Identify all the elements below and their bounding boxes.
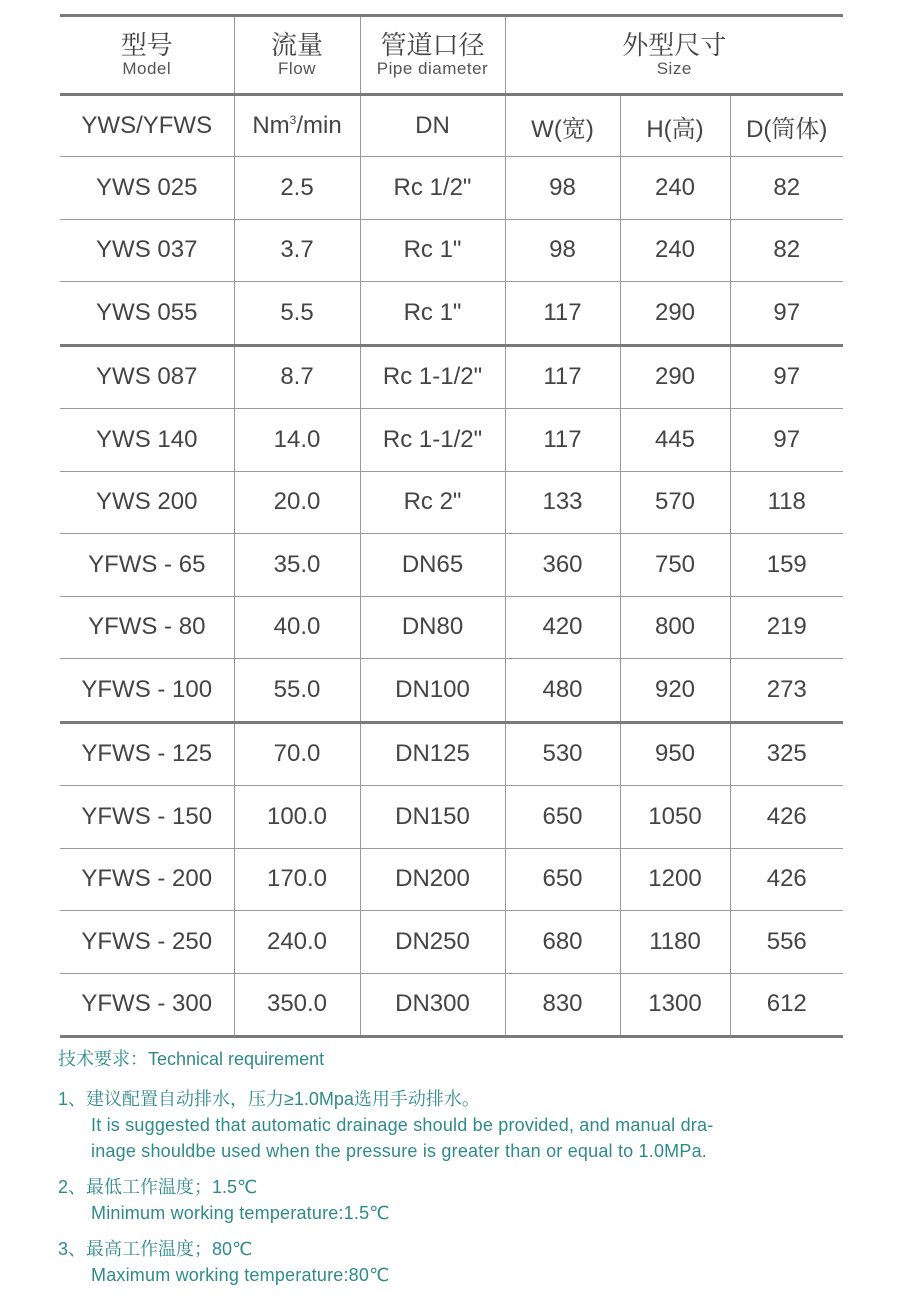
unit-height: H(高) — [620, 95, 730, 157]
header-size — [505, 16, 843, 95]
header-pipe-diameter — [360, 16, 505, 95]
table-row — [60, 471, 843, 534]
cell-depth: 273 — [730, 659, 843, 723]
cell-flow: 170.0 — [234, 848, 360, 911]
cell-pipe-diameter: DN65 — [360, 534, 505, 597]
note-item-zh: 2、最低工作温度；1.5℃ — [58, 1177, 258, 1197]
cell-width: 133 — [505, 471, 620, 534]
technical-notes — [58, 1046, 858, 1298]
unit-diameter: DN — [360, 95, 505, 157]
cell-width: 117 — [505, 282, 620, 346]
units-row — [60, 95, 843, 157]
cell-model: YWS 055 — [60, 282, 234, 346]
table-row — [60, 219, 843, 282]
spec-table — [60, 14, 843, 1038]
cell-depth: 219 — [730, 596, 843, 659]
cell-height: 950 — [620, 722, 730, 786]
cell-model: YWS 140 — [60, 409, 234, 472]
cell-pipe-diameter: Rc 1" — [360, 282, 505, 346]
header-model — [60, 16, 234, 95]
cell-model: YFWS - 250 — [60, 911, 234, 974]
cell-depth: 159 — [730, 534, 843, 597]
cell-pipe-diameter: DN300 — [360, 973, 505, 1037]
cell-height: 750 — [620, 534, 730, 597]
header-flow-en: Flow — [278, 59, 316, 78]
note-item-zh: 1、建议配置自动排水，压力≥1.0Mpa选用手动排水。 — [58, 1089, 480, 1109]
table-row — [60, 786, 843, 849]
header-size-zh: 外型尺寸 — [622, 30, 727, 60]
cell-pipe-diameter: Rc 2" — [360, 471, 505, 534]
cell-depth: 97 — [730, 409, 843, 472]
cell-model: YFWS - 200 — [60, 848, 234, 911]
note-item-en: Minimum working temperature:1.5℃ — [91, 1203, 390, 1223]
cell-flow: 3.7 — [234, 219, 360, 282]
table-row — [60, 534, 843, 597]
unit-flow-tail: /min — [296, 112, 342, 139]
cell-depth: 97 — [730, 282, 843, 346]
table-row — [60, 911, 843, 974]
table-row — [60, 659, 843, 723]
cell-pipe-diameter: DN100 — [360, 659, 505, 723]
cell-width: 98 — [505, 157, 620, 220]
note-item-en: inage shouldbe used when the pressure is greater than or equal to 1.0MPa. — [91, 1141, 707, 1161]
cell-pipe-diameter: DN150 — [360, 786, 505, 849]
table-row — [60, 973, 843, 1037]
note-item — [58, 1174, 858, 1226]
table-row — [60, 282, 843, 346]
cell-width: 117 — [505, 409, 620, 472]
cell-model: YFWS - 100 — [60, 659, 234, 723]
unit-flow — [234, 95, 360, 157]
cell-flow: 350.0 — [234, 973, 360, 1037]
cell-width: 117 — [505, 345, 620, 409]
cell-depth: 426 — [730, 786, 843, 849]
cell-pipe-diameter: DN125 — [360, 722, 505, 786]
cell-height: 570 — [620, 471, 730, 534]
cell-depth: 82 — [730, 219, 843, 282]
table-row — [60, 596, 843, 659]
unit-flow-sup: 3 — [289, 113, 297, 127]
cell-pipe-diameter: Rc 1/2" — [360, 157, 505, 220]
cell-height: 290 — [620, 345, 730, 409]
cell-flow: 5.5 — [234, 282, 360, 346]
note-item — [58, 1236, 858, 1288]
cell-width: 530 — [505, 722, 620, 786]
cell-width: 830 — [505, 973, 620, 1037]
header-model-en: Model — [122, 59, 172, 78]
table-row — [60, 848, 843, 911]
cell-depth: 612 — [730, 973, 843, 1037]
cell-height: 445 — [620, 409, 730, 472]
cell-model: YWS 037 — [60, 219, 234, 282]
cell-pipe-diameter: DN250 — [360, 911, 505, 974]
header-row — [60, 16, 843, 95]
cell-model: YFWS - 125 — [60, 722, 234, 786]
cell-height: 920 — [620, 659, 730, 723]
note-item-en: It is suggested that automatic drainage should be provided, and manual dra- — [91, 1115, 714, 1135]
cell-depth: 97 — [730, 345, 843, 409]
cell-flow: 40.0 — [234, 596, 360, 659]
cell-model: YWS 087 — [60, 345, 234, 409]
cell-width: 98 — [505, 219, 620, 282]
cell-height: 240 — [620, 157, 730, 220]
cell-depth: 325 — [730, 722, 843, 786]
unit-depth: D(筒体) — [730, 95, 843, 157]
header-flow — [234, 16, 360, 95]
table-row — [60, 157, 843, 220]
unit-width: W(宽) — [505, 95, 620, 157]
cell-depth: 556 — [730, 911, 843, 974]
cell-width: 680 — [505, 911, 620, 974]
cell-flow: 55.0 — [234, 659, 360, 723]
cell-depth: 82 — [730, 157, 843, 220]
cell-model: YWS 200 — [60, 471, 234, 534]
header-pipe-diameter-en: Pipe diameter — [376, 59, 489, 78]
cell-pipe-diameter: Rc 1-1/2" — [360, 345, 505, 409]
cell-depth: 118 — [730, 471, 843, 534]
cell-flow: 35.0 — [234, 534, 360, 597]
cell-height: 1300 — [620, 973, 730, 1037]
table-row — [60, 722, 843, 786]
cell-model: YFWS - 80 — [60, 596, 234, 659]
table-row — [60, 345, 843, 409]
cell-width: 650 — [505, 848, 620, 911]
note-item-en: Maximum working temperature:80℃ — [91, 1265, 390, 1285]
notes-list — [58, 1086, 858, 1288]
cell-flow: 70.0 — [234, 722, 360, 786]
cell-height: 800 — [620, 596, 730, 659]
header-flow-zh: 流量 — [270, 30, 323, 60]
cell-model: YFWS - 300 — [60, 973, 234, 1037]
unit-flow-base: Nm — [252, 112, 290, 139]
note-item — [58, 1086, 858, 1164]
cell-height: 1050 — [620, 786, 730, 849]
cell-pipe-diameter: Rc 1-1/2" — [360, 409, 505, 472]
cell-pipe-diameter: DN80 — [360, 596, 505, 659]
cell-flow: 8.7 — [234, 345, 360, 409]
cell-model: YWS 025 — [60, 157, 234, 220]
table-row — [60, 409, 843, 472]
cell-model: YFWS - 150 — [60, 786, 234, 849]
cell-width: 650 — [505, 786, 620, 849]
header-pipe-diameter-zh: 管道口径 — [380, 30, 485, 60]
cell-flow: 100.0 — [234, 786, 360, 849]
cell-width: 420 — [505, 596, 620, 659]
cell-depth: 426 — [730, 848, 843, 911]
cell-flow: 240.0 — [234, 911, 360, 974]
cell-model: YFWS - 65 — [60, 534, 234, 597]
notes-title: 技术要求：Technical requirement — [58, 1049, 325, 1069]
cell-height: 290 — [620, 282, 730, 346]
cell-flow: 2.5 — [234, 157, 360, 220]
cell-height: 1180 — [620, 911, 730, 974]
cell-flow: 14.0 — [234, 409, 360, 472]
header-size-en: Size — [656, 59, 692, 78]
cell-width: 480 — [505, 659, 620, 723]
cell-pipe-diameter: Rc 1" — [360, 219, 505, 282]
cell-width: 360 — [505, 534, 620, 597]
cell-flow: 20.0 — [234, 471, 360, 534]
unit-model: YWS/YFWS — [60, 95, 234, 157]
header-model-zh: 型号 — [120, 30, 173, 60]
cell-height: 1200 — [620, 848, 730, 911]
cell-pipe-diameter: DN200 — [360, 848, 505, 911]
note-item-zh: 3、最高工作温度；80℃ — [58, 1239, 253, 1259]
cell-height: 240 — [620, 219, 730, 282]
